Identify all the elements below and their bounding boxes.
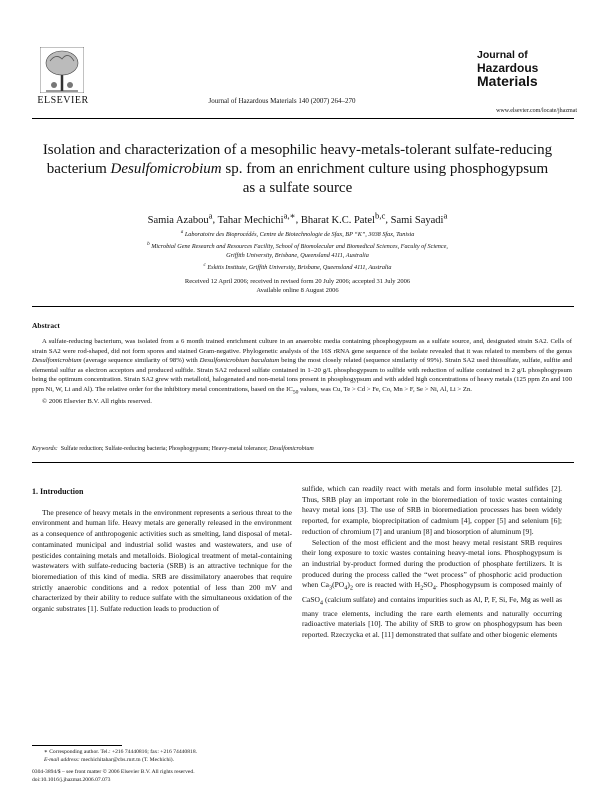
keywords: Keywords: Sulfate reduction; Sulfate-reducing bacteria; Phosphogypsum; Heavy-metal tolerance; Desulfomicrobium bbox=[32, 446, 314, 452]
right-column bbox=[302, 484, 562, 641]
journal-name-line: Journal of bbox=[477, 49, 528, 61]
author[interactable]: Sami Sayadi$^a$ bbox=[390, 210, 448, 226]
publisher-name: ELSEVIER bbox=[37, 95, 89, 106]
paragraph: Selection of the most efficient and the most heavy metal resistant SRB requires their long exposure to toxic wastes containing heavy-metal ions. Phosphogypsum is an industrial by-product formed during the production of phosphate fertilizers. It is produced during the process called the “wet process” of phosphoric acid production when $Ca_3(PO_4)_2$ ore is reacted with $H_2SO_4$. Phosphogypsum is composed mainly of CaSO$_4$ (calcium sulfate) and contains impurities such as Al, P, F, Si, Fe, Mg as well as many trace elements, including the rare earth elements and naturally occurring radioactive materials [10]. The ability of SRB to grow on phosphogypsum has been reported. Rzeczycka et al. [11] demonstrated that sulfate and other biogenic elements bbox=[302, 537, 562, 640]
journal-logo-text bbox=[477, 49, 577, 88]
article-title: Isolation and characterization of a mesophilic heavy-metals-tolerant sulfate-reducing bacterium Desulfomicrobium sp. from an enrichment culture using phosphogypsum as a sulfate source bbox=[42, 142, 553, 196]
left-column bbox=[32, 487, 292, 615]
abstract-bottom-divider bbox=[32, 462, 574, 463]
doi-link[interactable]: doi:10.1016/j.jhazmat.2006.07.073 bbox=[32, 777, 111, 783]
online-date: Available online 8 August 2006 bbox=[256, 287, 339, 294]
email-link[interactable]: mechichitahar@cbs.rnrt.tn bbox=[81, 757, 141, 763]
affiliations bbox=[40, 228, 555, 272]
section-heading: 1. Introduction bbox=[32, 487, 84, 496]
abstract-heading: Abstract bbox=[32, 321, 60, 330]
abstract-body: A sulfate-reducing bacterium, was isolated from a 6 month trained enrichment culture in an anaerobic media containing phosphogypsum as a sulfate source, and, designated strain SA2. Cells of strain SA2 were rod-shaped, did not form spores and stained Gram-negative. Phylogenetic analysis of the 16S rRNA gene sequence of the isolate revealed that it was related to members of the genus Desulfomicrobium (average sequence similarity of 98%) with Desulfomicrobium baculatum being the most closely related (sequence similarity of 99%). Strain SA2 used thiosulfate, sulfate, sulfite and elemental sulfur as electron acceptors and produced sulfide. Strain SA2 reduced sulfate contained in 1–20 g/L phosphogypsum to sulfide with reduction of sulfate contained in 2 g/L phosphogypsum being the optimum concentration. Strain SA2 grew with metalloid, halogenated and non-metal ions present in phosphogypsum and with added high concentrations of heavy metals (125 ppm Zn and 100 ppm Ni, W, Li and Al). The relative order for the inhibitory metal concentrations, based on the $IC_{50}$ values, was Cu, Te > Cd > Fe, Co, Mn > F, Se > Ni, Al, Li > Zn. © 2006 Elsevier B.V. All rights reserved. bbox=[32, 338, 572, 406]
journal-url[interactable]: www.elsevier.com/locate/jhazmat bbox=[496, 108, 577, 114]
article-dates bbox=[40, 277, 555, 295]
affiliation: $^a$ Laboratoire des Bioprocédés, Centre de Biotechnologie de Sfax, BP “K”, 3038 Sfax, Tunisia bbox=[180, 229, 415, 239]
journal-citation: Journal of Hazardous Materials 140 (2007) 264–270 bbox=[208, 97, 356, 105]
publisher-logo bbox=[32, 45, 94, 113]
journal-name-line: Hazardous bbox=[477, 61, 539, 75]
issn-line: 0304-3894/$ – see front matter © 2006 Elsevier B.V. All rights reserved. bbox=[32, 769, 195, 775]
author-list: Samia Azabou$^a$, Tahar Mechichi$^{a,∗}$, Bharat K.C. Patel$^{b,c}$, Sami Sayadi$^a$ bbox=[147, 210, 448, 226]
email-note: E-mail address: mechichitahar@cbs.rnrt.tn (T. Mechichi). bbox=[44, 757, 175, 763]
paragraph: The presence of heavy metals in the environment represents a serious threat to the environment and human life. Heavy metals are generally released in the environment as a consequence of anthropogenic activities such as smelting, land disposal of metal-contaminated municipal and industrial solid wastes and wastewaters, and use of pesticides containing metals and metalloids. Biological treatment of metal-containing wastewaters with sulfate-reducing bacteria (SRB) is an attractive technique for the bioremediation of this kind of media. SRB are dissimilatory anaerobes that require strictly anaerobic conditions and a redox potential of less than 200 mV and characterized by their ability to reduce sulfate with the simultaneous oxidation of the organic substrates [1]. Sulfate reduction leads to production of bbox=[32, 507, 292, 614]
copyright: © 2006 Elsevier B.V. All rights reserved. bbox=[42, 398, 152, 406]
elsevier-tree-icon bbox=[40, 47, 84, 93]
author[interactable]: Bharat K.C. Patel$^{b,c}$ bbox=[300, 210, 386, 226]
journal-name-line: Materials bbox=[477, 73, 538, 89]
paragraph: sulfide, which can readily react with metals and form insoluble metal sulfides [2]. Thus, SRB play an important role in the bioremediation of toxic wastes containing heavy metal ions [3]. The use of SRB in bioremediation processes has been widely reported, for example, bioprecipitation of cadmium [4], copper [5] and selenium [6]; reduction of chromium [7] and uranium [8] and biosorption of aluminum [9]. bbox=[302, 484, 562, 536]
author[interactable]: Samia Azabou$^a$ bbox=[147, 210, 213, 226]
affiliation: $^c$ Eskitis Institute, Griffith University, Brisbane, Queensland 4111, Australia bbox=[203, 261, 392, 271]
abstract-top-divider bbox=[32, 306, 574, 307]
affiliation: $^b$ Microbial Gene Research and Resources Facility, School of Biomolecular and Biomedical Sciences, Faculty of Science, bbox=[147, 240, 448, 250]
corresponding-author-note: ∗ Corresponding author. Tel.: +216 74440816; fax: +216 74440818. bbox=[44, 749, 198, 755]
received-dates: Received 12 April 2006; received in revised form 20 July 2006; accepted 31 July 2006 bbox=[184, 278, 411, 285]
author[interactable]: Tahar Mechichi$^{a,∗}$ bbox=[217, 210, 296, 226]
footnote-divider bbox=[32, 745, 122, 746]
header-divider bbox=[32, 118, 574, 119]
journal-header bbox=[32, 45, 577, 121]
footnotes bbox=[32, 748, 292, 784]
affiliation: Griffith University, Brisbane, Queensland 4111, Australia bbox=[226, 252, 369, 260]
